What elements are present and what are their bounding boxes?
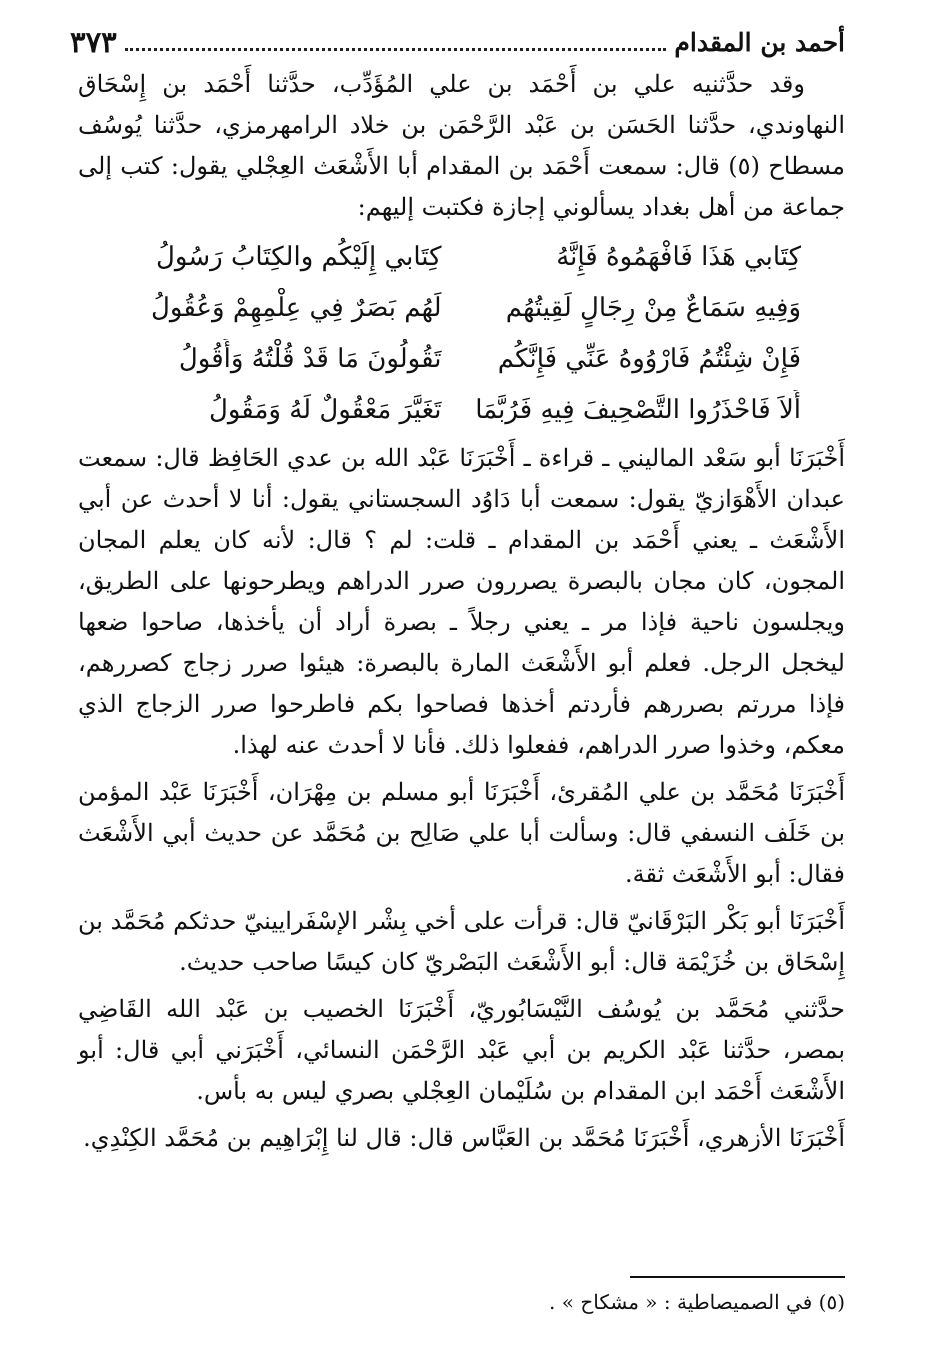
verse-second-hemistich: تَقُولُونَ مَا قَدْ قُلْتُهُ وَأَقُولُ <box>178 344 442 374</box>
footnote: (٥) في الصميصاطية : « مشكاح » . <box>549 1290 845 1314</box>
poem <box>78 232 845 436</box>
poem-verse <box>78 283 845 334</box>
poem-verse <box>78 334 845 385</box>
verse-first-hemistich: فَإِنْ شِئْتُمُ فَارْوُوهُ عَنِّي فَإِنَّكُم <box>497 344 801 374</box>
paragraph-narration: أَخْبَرَنَا أبو سَعْد الماليني ـ قراءة ـ أَخْبَرَنَا عَبْد الله بن عدي الحَافِظ قال: سمعت عبدان الأَهْوَازيّ يقول: سمعت أبا دَاوُد السجستاني يقول: أنا لا أحدث عن أبي الأَشْعَث ـ يعني أَحْمَد بن المقدام ـ قلت: لم ؟ قال: لأنه كان يعلم المجان المجون، كان مجان بالبصرة يصررون صرر الدراهم ويطرحونها على الطريق، ويجلسون ناحية فإذا مر ـ يعني رجلاً ـ بصرة أراد أن يأخذها، صاحوا ضعها ليخجل الرجل. فعلم أبو الأَشْعَث المارة بالبصرة: هيئوا صرر زجاج كصررهم، فإذا مررتم بصررهم فأردتم أخذها فصاحوا بكم فاطرحوا صرر الزجاج الذي معكم، وخذوا صرر الدراهم، ففعلوا ذلك. فأنا لا أحدث عنه لهذا. <box>78 444 845 759</box>
verse-first-hemistich: وَفِيهِ سَمَاعٌ مِنْ رِجَالٍ لَقِيتُهُم <box>505 293 801 323</box>
paragraph-intro: وقد حدَّثنيه علي بن أَحْمَد بن علي المُؤَدِّب، حدَّثنا أَحْمَد بن إِسْحَاق النهاوندي، حدَّثنا الحَسَن بن عَبْد الرَّحْمَن بن خلاد الرامهرمزي، حدَّثنا يُوسُف مسطاح (٥) قال: سمعت أَحْمَد بن المقدام أبا الأَشْعَث العِجْلي يقول: كتب إلى جماعة من أهل بغداد يسألوني إجازة فكتبت إليهم: <box>78 70 846 221</box>
verse-second-hemistich: تَغَيَّرَ مَعْقُولٌ لَهُ وَمَقُولُ <box>208 395 442 425</box>
page-number: ٣٧٣ <box>70 25 117 59</box>
poem-verse <box>78 385 845 436</box>
paragraph-narration: أَخْبَرَنَا الأزهري، أَخْبَرَنَا مُحَمَّد بن العَبَّاس قال: قال لنا إِبْرَاهِيم بن مُحَمَّد الكِنْدِي. <box>83 1124 845 1152</box>
paragraph-narration: أَخْبَرَنَا مُحَمَّد بن علي المُقرئ، أَخْبَرَنَا أبو مسلم بن مِهْرَان، أَخْبَرَنَا عَبْد المؤمن بن خَلَف النسفي قال: وسألت أبا علي صَالِح بن مُحَمَّد عن حديث أبي الأَشْعَث فقال: أبو الأَشْعَث ثقة. <box>78 778 845 888</box>
verse-first-hemistich: كِتَابي هَذَا فَافْهَمُوهُ فَإِنَّهُ <box>556 242 801 272</box>
verse-first-hemistich: أَلاَ فَاحْذَرُوا التَّصْحِيفَ فِيهِ فَرُبَّمَا <box>475 395 801 425</box>
main-text <box>78 64 845 1159</box>
verse-second-hemistich: كِتَابي إِلَيْكُم والكِتَابُ رَسُولُ <box>156 242 442 272</box>
running-head: أحمد بن المقدام <box>674 27 845 57</box>
paragraph-narration: حدَّثني مُحَمَّد بن يُوسُف النَّيْسَابُوريّ، أَخْبَرَنَا الخصيب بن عَبْد الله القَاضِي بمصر، حدَّثنا عَبْد الكريم بن أبي عَبْد الرَّحْمَن النسائي، أَخْبَرَني أبي قال: أبو الأَشْعَث أَحْمَد ابن المقدام بن سُلَيْمان العِجْلي بصري ليس به بأس. <box>78 995 845 1105</box>
dot-leader <box>125 48 667 51</box>
poem-verse <box>78 232 845 283</box>
page-header <box>70 22 845 62</box>
footnote-divider <box>630 1276 845 1278</box>
paragraph-narration: أَخْبَرَنَا أبو بَكْر البَرْقَانيّ قال: قرأت على أخي بِشْر الإسْفَرايينيّ حدثكم مُحَمَّد بن إِسْحَاق بن خُزَيْمَة قال: أبو الأَشْعَث البَصْريّ كان كيسًا صاحب حديث. <box>78 907 845 976</box>
verse-second-hemistich: لَهُم بَصَرٌ فِي عِلْمِهِمْ وَعُقُولُ <box>151 293 442 323</box>
